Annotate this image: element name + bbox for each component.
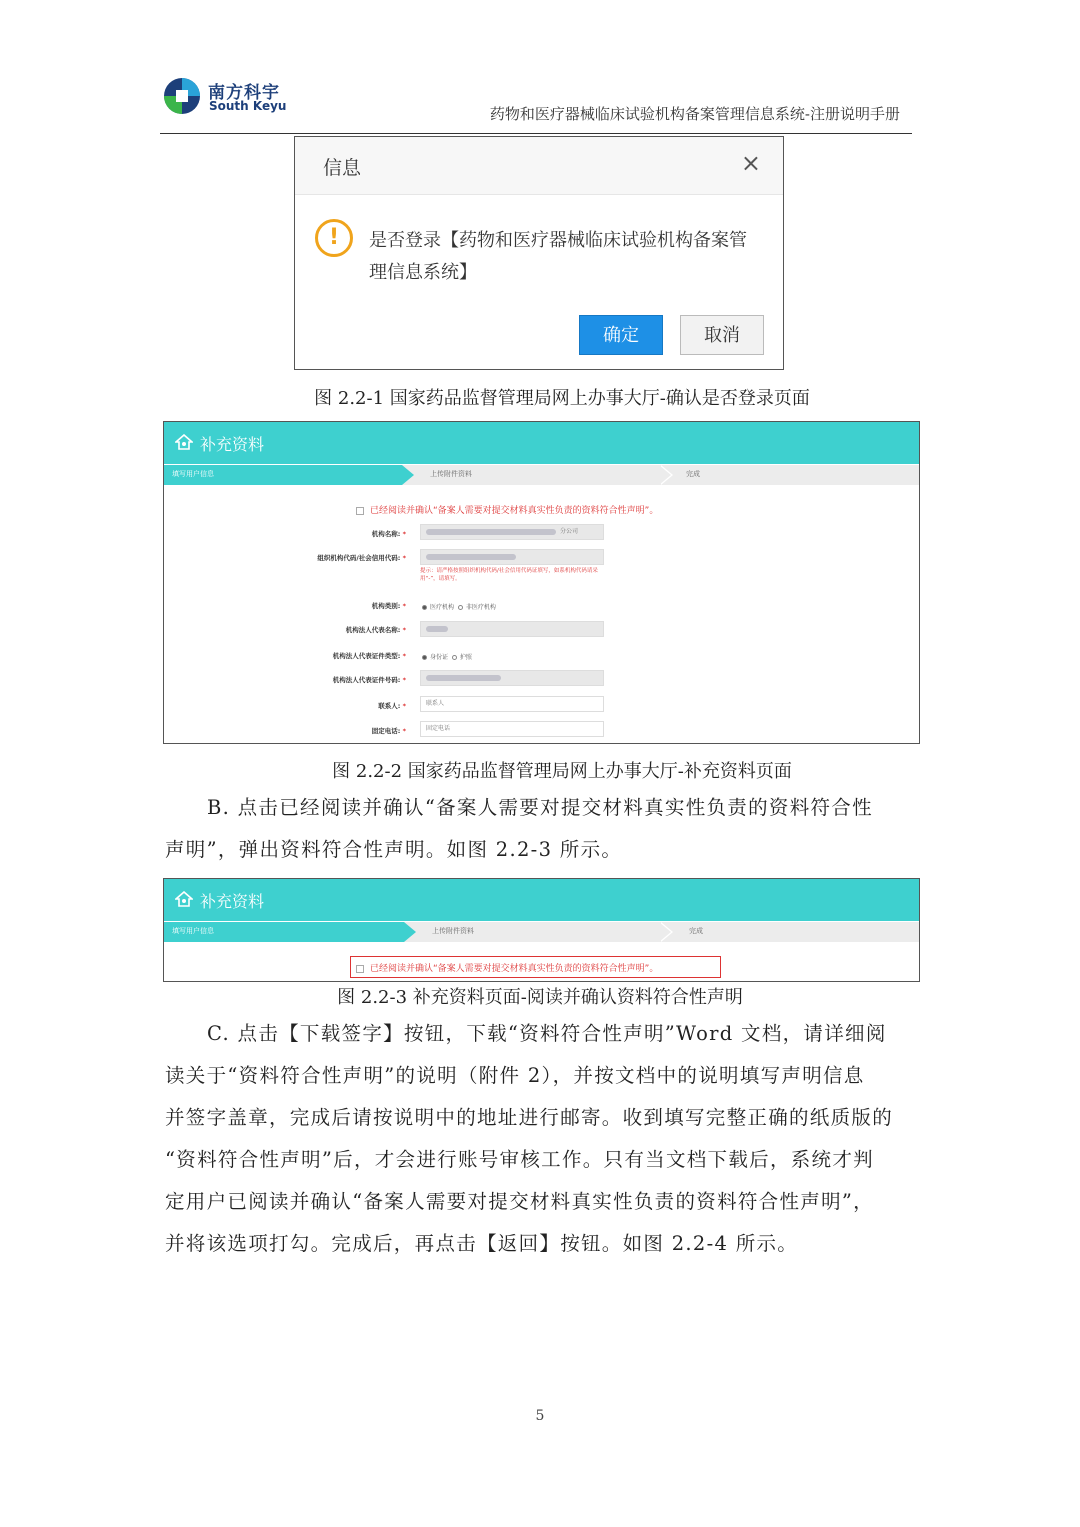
form-title-bar <box>164 422 919 464</box>
paragraph-b-line1: B. 点击已经阅读并确认“备案人需要对提交材料真实性负责的资料符合性 <box>207 796 873 819</box>
step-upload-attachments: 上传附件资料 <box>432 927 474 935</box>
close-icon[interactable]: × <box>740 149 761 177</box>
logo-chinese-name: 南方科宇 <box>208 83 280 103</box>
step-complete: 完成 <box>689 927 703 935</box>
paragraph-c-line6: 并将该选项打勾。完成后，再点击【返回】按钮。如图 2.2-4 所示。 <box>165 1232 799 1255</box>
org-code-label: 组织机构代码/社会信用代码: * <box>317 554 406 562</box>
paragraph-c-line1: C. 点击【下载签字】按钮，下载“资料符合性声明”Word 文档，请详细阅 <box>207 1022 887 1045</box>
south-keyu-logo <box>163 77 201 115</box>
supplement-form-screenshot <box>163 421 920 744</box>
header-divider <box>160 133 912 134</box>
id-type-radios[interactable]: 身份证 护照 <box>422 652 472 661</box>
declaration-checkbox[interactable] <box>356 507 364 515</box>
cancel-button[interactable]: 取消 <box>680 315 764 355</box>
form-title: 补充资料 <box>200 435 265 454</box>
login-confirm-dialog <box>294 136 784 370</box>
paragraph-b-line2: 声明”，弹出资料符合性声明。如图 2.2-3 所示。 <box>165 838 623 861</box>
figure-caption-2-2-1: 图 2.2-1 国家药品监督管理局网上办事大厅-确认是否登录页面 <box>314 388 810 409</box>
radio-id-card[interactable] <box>422 655 427 660</box>
org-type-radios[interactable]: 医疗机构 非医疗机构 <box>422 602 496 611</box>
org-code-field[interactable] <box>420 549 604 565</box>
step-arrow <box>402 465 414 485</box>
dialog-title: 信息 <box>323 157 362 179</box>
redacted-text <box>426 626 448 632</box>
step-separator-arrow <box>659 465 671 485</box>
form-title: 补充资料 <box>200 892 265 911</box>
progress-steps <box>164 922 919 942</box>
figure-caption-2-2-2: 图 2.2-2 国家药品监督管理局网上办事大厅-补充资料页面 <box>332 761 792 782</box>
confirm-button[interactable]: 确定 <box>579 315 663 355</box>
radio-passport[interactable] <box>452 655 457 660</box>
step-separator-arrow <box>659 922 671 942</box>
dialog-message: 是否登录【药物和医疗器械临床试验机构备案管理信息系统】 <box>369 230 747 283</box>
step-fill-user-info: 填写用户信息 <box>172 470 214 478</box>
document-header-title: 药物和医疗器械临床试验机构备案管理信息系统-注册说明手册 <box>489 105 900 123</box>
org-name-field[interactable]: 分公司 <box>420 524 604 540</box>
redacted-text <box>426 675 501 681</box>
radio-medical[interactable] <box>422 605 427 610</box>
declaration-text: 已经阅读并确认“备案人需要对提交材料真实性负责的资料符合性声明”。 <box>370 506 659 516</box>
paragraph-c-line4: “资料符合性声明”后，才会进行账号审核工作。只有当文档下载后，系统才判 <box>165 1148 874 1171</box>
declaration-checkbox-row[interactable] <box>356 503 658 516</box>
legal-rep-name-label: 机构法人代表名称: * <box>345 626 406 634</box>
step-complete: 完成 <box>686 470 700 478</box>
org-code-hint: 提示：请严格按照组织机构代码/社会信用代码证填写，如系机构代码请采用“-”，请填写。 <box>420 568 598 582</box>
declaration-text: 已经阅读并确认“备案人需要对提交材料真实性负责的资料符合性声明”。 <box>370 964 659 974</box>
redacted-text <box>426 529 556 535</box>
dialog-header <box>295 137 783 195</box>
page-number: 5 <box>535 1408 545 1424</box>
step-arrow <box>404 922 416 942</box>
radio-non-medical[interactable] <box>458 605 463 610</box>
phone-field[interactable]: 固定电话 <box>420 721 604 737</box>
contact-field[interactable]: 联系人 <box>420 696 604 712</box>
declaration-screenshot <box>163 878 920 982</box>
contact-label: 联系人: * <box>378 702 406 710</box>
house-icon <box>175 891 193 907</box>
step-fill-user-info: 填写用户信息 <box>172 927 214 935</box>
declaration-checkbox-row[interactable] <box>356 961 658 974</box>
legal-id-no-label: 机构法人代表证件号码: * <box>332 676 406 684</box>
phone-label: 固定电话: * <box>371 727 406 735</box>
declaration-checkbox[interactable] <box>356 965 364 973</box>
redacted-text <box>426 554 516 560</box>
paragraph-c-line3: 并签字盖章，完成后请按说明中的地址进行邮寄。收到填写完整正确的纸质版的 <box>165 1106 894 1129</box>
figure-caption-2-2-3: 图 2.2-3 补充资料页面-阅读并确认资料符合性声明 <box>337 987 743 1008</box>
paragraph-c-line2: 读关于“资料符合性声明”的说明（附件 2），并按文档中的说明填写声明信息 <box>165 1064 865 1087</box>
logo-english-name: South Keyu <box>209 99 287 113</box>
form-title-bar <box>164 879 919 921</box>
progress-steps <box>164 465 919 485</box>
legal-id-no-field[interactable] <box>420 670 604 686</box>
warning-icon: ! <box>315 219 353 257</box>
org-name-label: 机构名称: * <box>371 530 406 538</box>
org-type-label: 机构类别: * <box>371 602 406 610</box>
house-icon <box>175 434 193 450</box>
paragraph-c-line5: 定用户已阅读并确认“备案人需要对提交材料真实性负责的资料符合性声明”， <box>165 1190 874 1213</box>
legal-id-type-label: 机构法人代表证件类型: * <box>332 652 406 660</box>
legal-rep-name-field[interactable] <box>420 621 604 637</box>
step-upload-attachments: 上传附件资料 <box>430 470 472 478</box>
